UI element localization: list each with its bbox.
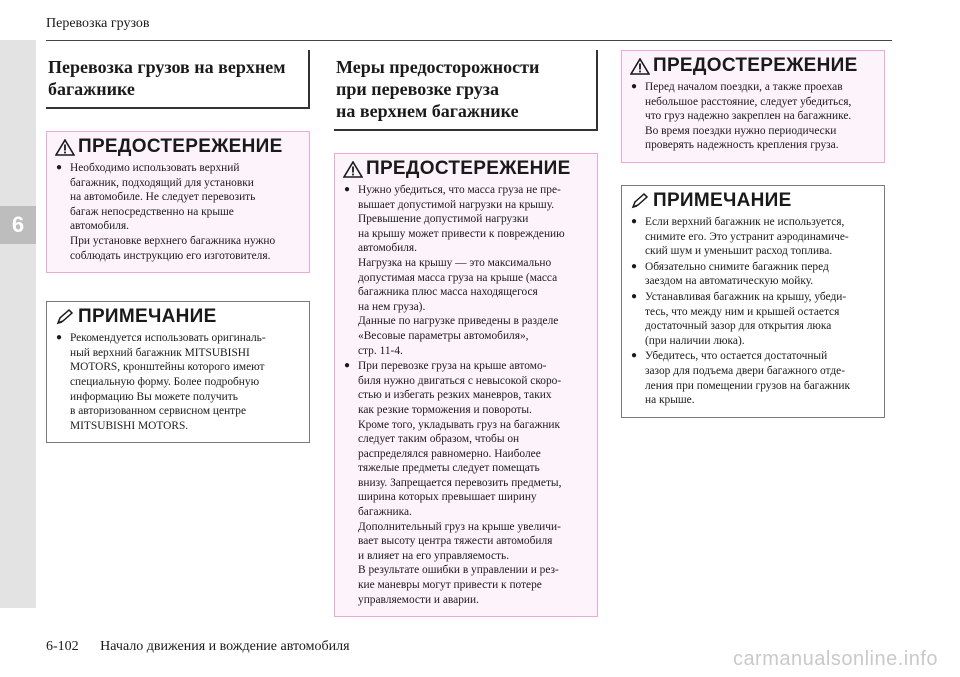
left-column [46, 50, 310, 443]
page-footer [46, 639, 350, 655]
side-strip [0, 40, 36, 608]
warning-list [343, 183, 590, 607]
section-title: Перевозка грузов на верхнем багажнике [46, 50, 310, 109]
warning-triangle-icon [630, 58, 650, 75]
warning-box [334, 153, 598, 617]
right-column [621, 50, 885, 418]
chapter-tab: 6 [0, 206, 36, 244]
warning-list [55, 161, 302, 263]
section-title: Меры предосторожности при перевозке груза на верхнем багажнике [334, 50, 598, 131]
note-title: ПРИМЕЧАНИЕ [78, 306, 217, 328]
list-item: ● Рекомендуется использовать оригиналь- ный верхний багажник MITSUBISHI MOTORS, кронштейны которого имеют специальную форму. Более подробную информацию Вы можете получить в авторизованном сервисном центре MITSUBISHI MOTORS. [55, 331, 302, 433]
running-header: Перевозка грузов [46, 16, 150, 31]
note-box [621, 185, 885, 418]
list-item: ● Нужно убедиться, что масса груза не пре- вышает допустимой нагрузки на крышу. Превышение допустимой нагрузки на крышу может привести к повреждению автомобиля. Нагрузка на крышу — это максимально допустимая масса груза на крыше (масса багажника плюс масса находящегося на нем груза). Данные по нагрузке приведены в разделе «Весовые параметры автомобиля», стр. 11-4. [343, 183, 590, 358]
list-item: ● Обязательно снимите багажник перед заездом на автоматическую мойку. [630, 260, 877, 289]
warning-triangle-icon [55, 139, 75, 156]
warning-title: ПРЕДОСТЕРЕЖЕНИЕ [653, 55, 858, 76]
list-item: ● При перевозке груза на крыше автомо- биля нужно двигаться с невысокой скоро- стью и избегать резких маневров, таких как резкие торможения и повороты. Кроме того, укладывать груз на багажник следует таким образом, чтобы он распределялся равномерно. Наиболее тяжелые предметы следует помещать внизу. Запрещается перевозить предметы, ширина которых превышает ширину багажника. Дополнительный груз на крыше увеличи- вает высоту центра тяжести автомобиля и влияет на его управляемость. В результате ошибки в управлении и рез- кие маневры могут привести к потере управляемости и аварии. [343, 359, 590, 607]
warning-triangle-icon [343, 161, 363, 178]
warning-list [630, 80, 877, 153]
list-item: ● Необходимо использовать верхний багажник, подходящий для установки на автомобиле. Не следует перевозить багаж непосредственно на крыше автомобиля. При установке верхнего багажника нужно соблюдать инструкцию его изготовителя. [55, 161, 302, 263]
warning-title: ПРЕДОСТЕРЕЖЕНИЕ [366, 158, 571, 179]
note-list [630, 215, 877, 408]
middle-column [334, 50, 598, 617]
note-title: ПРИМЕЧАНИЕ [653, 189, 792, 211]
list-item: ● Если верхний багажник не используется, снимите его. Это устранит аэродинамиче- ский шум и уменьшит расход топлива. [630, 215, 877, 259]
header-rule [46, 40, 892, 41]
watermark: carmanualsonline.info [732, 648, 938, 670]
warning-box [46, 131, 310, 273]
pencil-icon [55, 308, 75, 326]
note-box [46, 301, 310, 443]
warning-title: ПРЕДОСТЕРЕЖЕНИЕ [78, 136, 283, 157]
chapter-title: Начало движения и вождение автомобиля [100, 639, 350, 654]
page-number: 6-102 [46, 639, 79, 654]
pencil-icon [630, 192, 650, 210]
list-item: ● Перед началом поездки, а также проехав небольшое расстояние, следует убедиться, что груз надежно закреплен на багажнике. Во время поездки нужно периодически проверять надежность крепления груза. [630, 80, 877, 153]
list-item: ● Убедитесь, что остается достаточный зазор для подъема двери багажного отде- ления при помещении грузов на багажник на крыше. [630, 349, 877, 407]
list-item: ● Устанавливая багажник на крышу, убеди- тесь, что между ним и крышей остается достаточный зазор для открытия люка (при наличии люка). [630, 290, 877, 348]
warning-box [621, 50, 885, 163]
note-list [55, 331, 302, 433]
